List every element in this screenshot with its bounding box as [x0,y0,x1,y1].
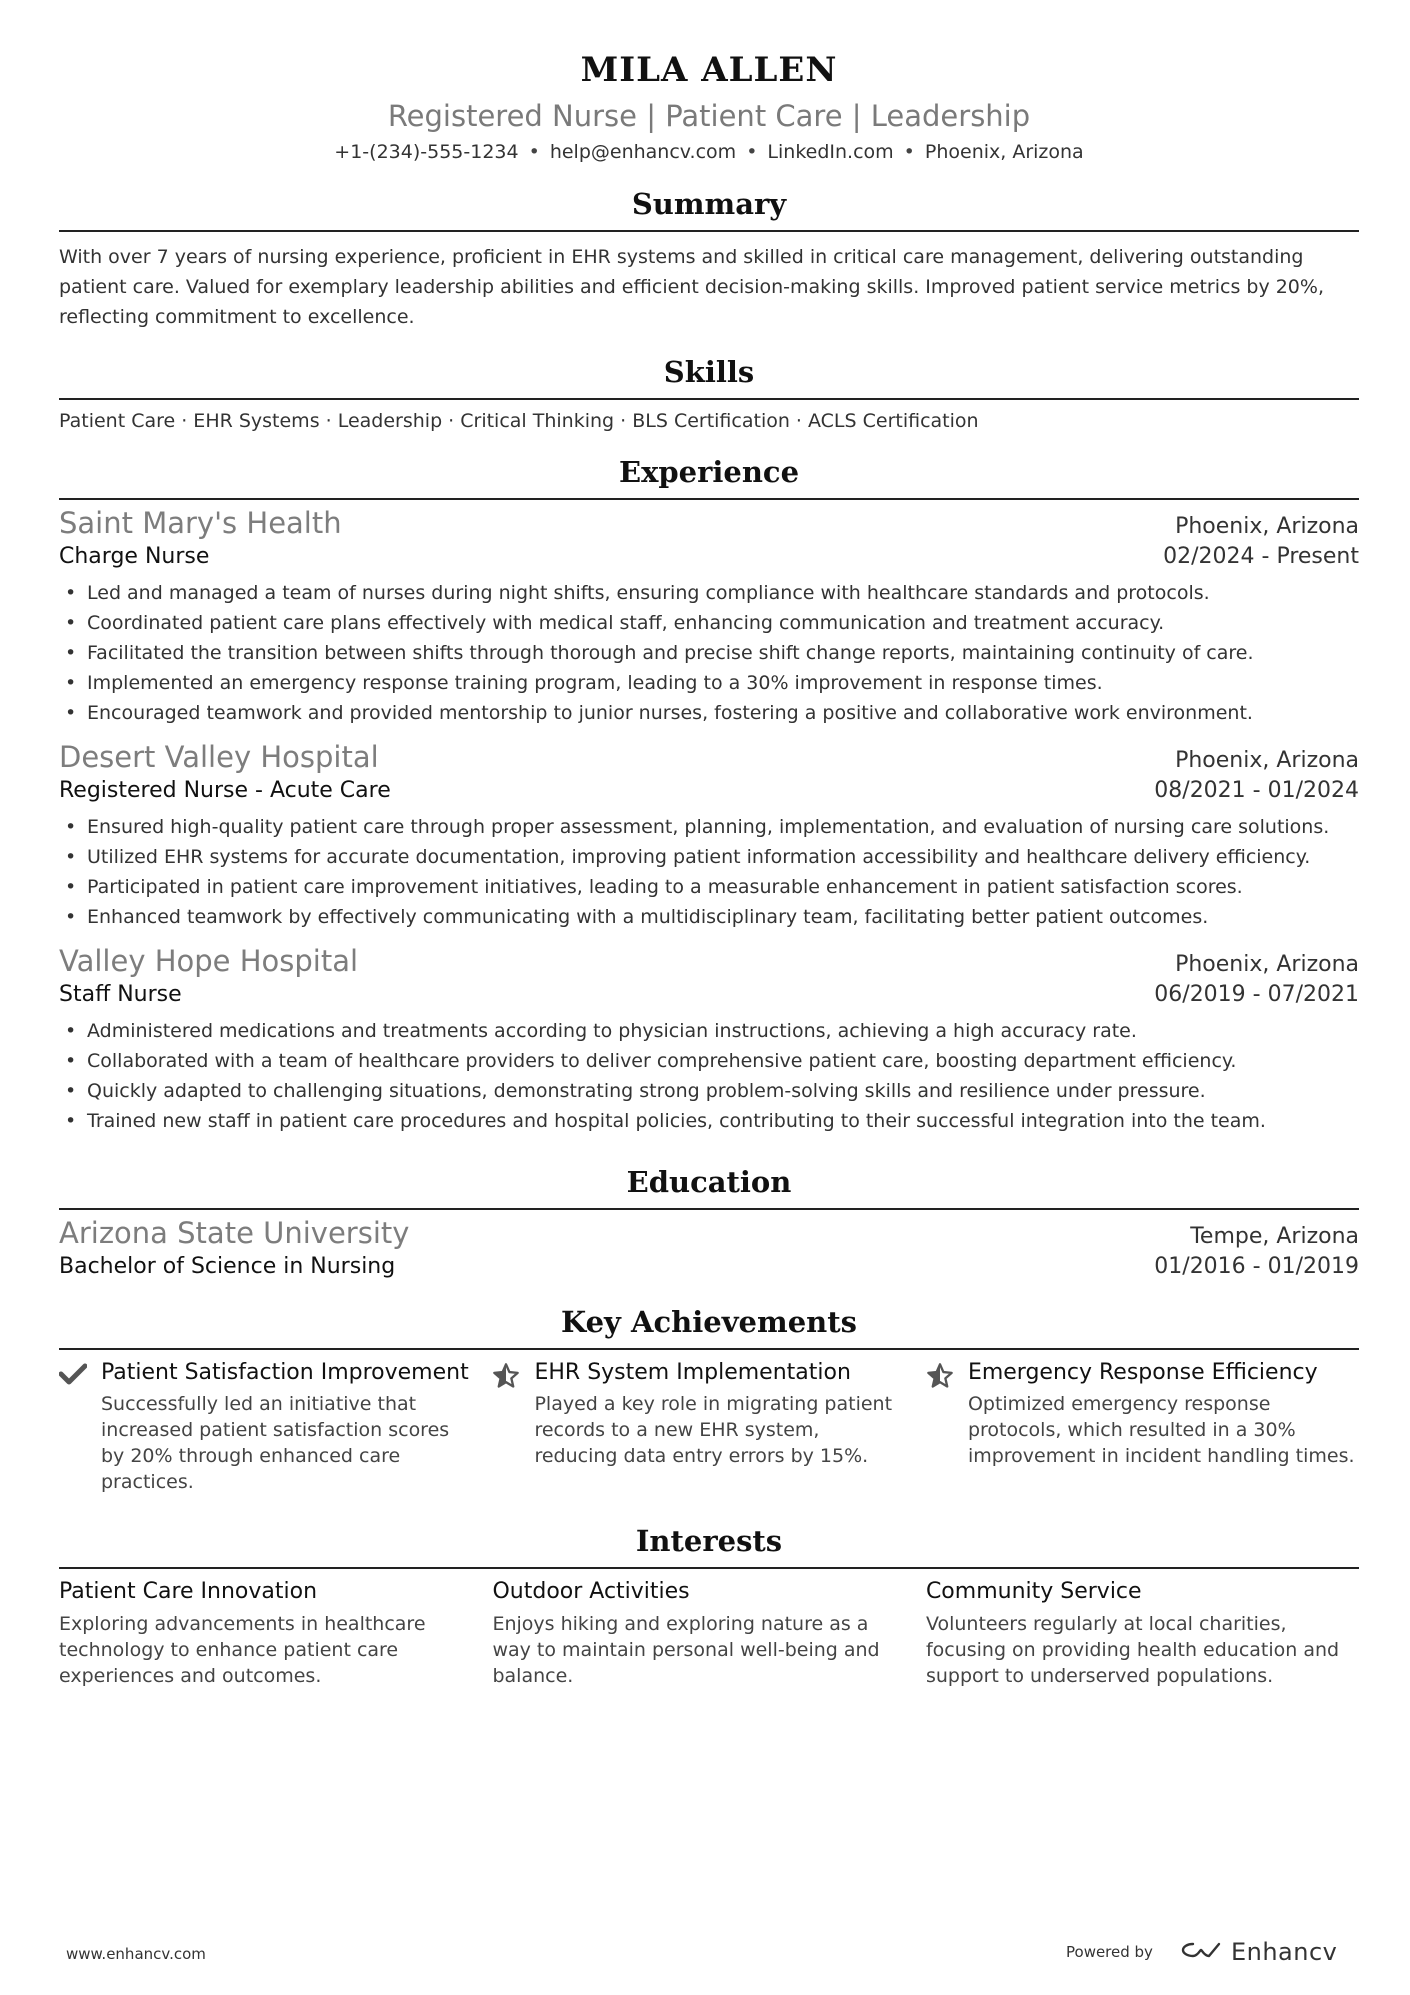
interest-title: Community Service [925,1579,1142,1604]
contact-linkedin[interactable]: LinkedIn.com [767,141,894,163]
contact-line [59,138,1359,166]
resume-page [59,0,1359,1689]
job-bullet: • Coordinated patient care plans effectively with medical staff, enhancing communication and treatment accuracy. [59,608,1359,638]
contact-separator: • [528,141,540,163]
interest-item [492,1577,925,1689]
job-bullets [59,812,1359,932]
interest-desc: Exploring advancements in healthcare technology to enhance patient care experiences and outcomes. [59,1613,426,1687]
job-role: Registered Nurse - Acute Care [59,778,391,803]
achievement-desc: Successfully led an initiative that increased patient satisfaction scores by 20% through enhanced care practices. [101,1393,450,1493]
job-bullet: • Utilized EHR systems for accurate documentation, improving patient information accessibility and healthcare delivery efficiency. [59,842,1359,872]
school-name: Arizona State University [59,1216,410,1250]
job-bullets [59,1016,1359,1136]
interest-item [59,1577,492,1689]
job-role: Charge Nurse [59,544,210,569]
star-icon [926,1358,968,1469]
contact-separator: • [746,141,758,163]
education-section [59,1162,1359,1282]
job-location: Phoenix, Arizona [1175,748,1359,773]
job-role: Staff Nurse [59,982,182,1007]
interests-grid [59,1577,1359,1689]
job-dates: 02/2024 - Present [1163,544,1359,569]
experience-entry [59,738,1359,932]
job-bullet: • Led and managed a team of nurses during night shifts, ensuring compliance with healthcare standards and protocols. [59,578,1359,608]
skills-section [59,352,1359,436]
achievement-title: EHR System Implementation [534,1360,851,1385]
achievement-item [492,1358,925,1495]
interests-heading: Interests [59,1521,1359,1569]
interests-section [59,1521,1359,1689]
achievements-grid [59,1358,1359,1495]
company-name: Desert Valley Hospital [59,740,379,774]
contact-location: Phoenix, Arizona [924,141,1084,163]
job-bullet: • Participated in patient care improvement initiatives, leading to a measurable enhancement in patient satisfaction scores. [59,872,1359,902]
experience-entry [59,504,1359,728]
enhancv-logo-icon [1179,1938,1223,1966]
job-dates: 06/2019 - 07/2021 [1154,982,1359,1007]
footer-branding [1066,1938,1337,1966]
company-name: Valley Hope Hospital [59,944,359,978]
star-icon [492,1358,534,1469]
summary-section [59,184,1359,332]
candidate-subtitle: Registered Nurse | Patient Care | Leadership [387,99,1031,133]
skills-list: Patient Care · EHR Systems · Leadership · Critical Thinking · BLS Certification · ACLS Certification [59,410,979,432]
achievement-desc: Played a key role in migrating patient records to a new EHR system, reducing data entry errors by 15%. [534,1393,893,1467]
check-icon [59,1358,101,1495]
achievement-item [59,1358,492,1495]
school-location: Tempe, Arizona [1190,1224,1359,1249]
achievements-heading: Key Achievements [59,1302,1359,1350]
job-bullet: • Ensured high-quality patient care through proper assessment, planning, implementation, and evaluation of nursing care solutions. [59,812,1359,842]
achievements-section [59,1302,1359,1495]
powered-by-label: Powered by [1066,1943,1153,1961]
footer-website[interactable]: www.enhancv.com [66,1945,206,1963]
summary-heading: Summary [59,184,1359,232]
candidate-name: MILA ALLEN [580,50,838,90]
job-bullet: • Quickly adapted to challenging situations, demonstrating strong problem-solving skills and resilience under pressure. [59,1076,1359,1106]
job-bullets [59,578,1359,728]
interest-item [926,1577,1359,1689]
job-location: Phoenix, Arizona [1175,952,1359,977]
contact-phone: +1-(234)-555-1234 [334,141,519,163]
resume-header [59,0,1359,166]
contact-email[interactable]: help@enhancv.com [549,141,737,163]
job-bullet: • Implemented an emergency response training program, leading to a 30% improvement in response times. [59,668,1359,698]
experience-section [59,452,1359,1136]
achievement-title: Emergency Response Efficiency [967,1360,1318,1385]
interest-title: Patient Care Innovation [59,1579,318,1604]
job-bullet: • Collaborated with a team of healthcare providers to deliver comprehensive patient care, boosting department efficiency. [59,1046,1359,1076]
education-entry [59,1214,1359,1282]
company-name: Saint Mary's Health [59,506,342,540]
education-heading: Education [59,1162,1359,1210]
experience-entry [59,942,1359,1136]
achievement-title: Patient Satisfaction Improvement [101,1360,469,1385]
summary-text: With over 7 years of nursing experience, proficient in EHR systems and skilled in critical care management, delivering outstanding patient care. Valued for exemplary leadership abilities and efficient decision-making skills. Improved patient service metrics by 20%, reflecting commitment to excellence. [59,246,1324,328]
job-bullet: • Administered medications and treatments according to physician instructions, achieving a high accuracy rate. [59,1016,1359,1046]
job-bullet: • Trained new staff in patient care procedures and hospital policies, contributing to their successful integration into the team. [59,1106,1359,1136]
skills-heading: Skills [59,352,1359,400]
brand-name[interactable]: Enhancv [1230,1938,1338,1966]
job-bullet: • Facilitated the transition between shifts through thorough and precise shift change reports, maintaining continuity of care. [59,638,1359,668]
job-location: Phoenix, Arizona [1175,514,1359,539]
job-dates: 08/2021 - 01/2024 [1154,778,1359,803]
achievement-desc: Optimized emergency response protocols, which resulted in a 30% improvement in incident handling times. [967,1393,1355,1467]
interest-desc: Volunteers regularly at local charities, focusing on providing health education and support to underserved populations. [925,1613,1340,1687]
education-dates: 01/2016 - 01/2019 [1154,1254,1359,1279]
interest-title: Outdoor Activities [492,1579,690,1604]
job-bullet: • Enhanced teamwork by effectively communicating with a multidisciplinary team, facilitating better patient outcomes. [59,902,1359,932]
achievement-item [926,1358,1359,1495]
contact-separator: • [903,141,915,163]
experience-heading: Experience [59,452,1359,500]
degree-name: Bachelor of Science in Nursing [59,1254,396,1279]
job-bullet: • Encouraged teamwork and provided mentorship to junior nurses, fostering a positive and collaborative work environment. [59,698,1359,728]
interest-desc: Enjoys hiking and exploring nature as a way to maintain personal well-being and balance. [492,1613,880,1687]
